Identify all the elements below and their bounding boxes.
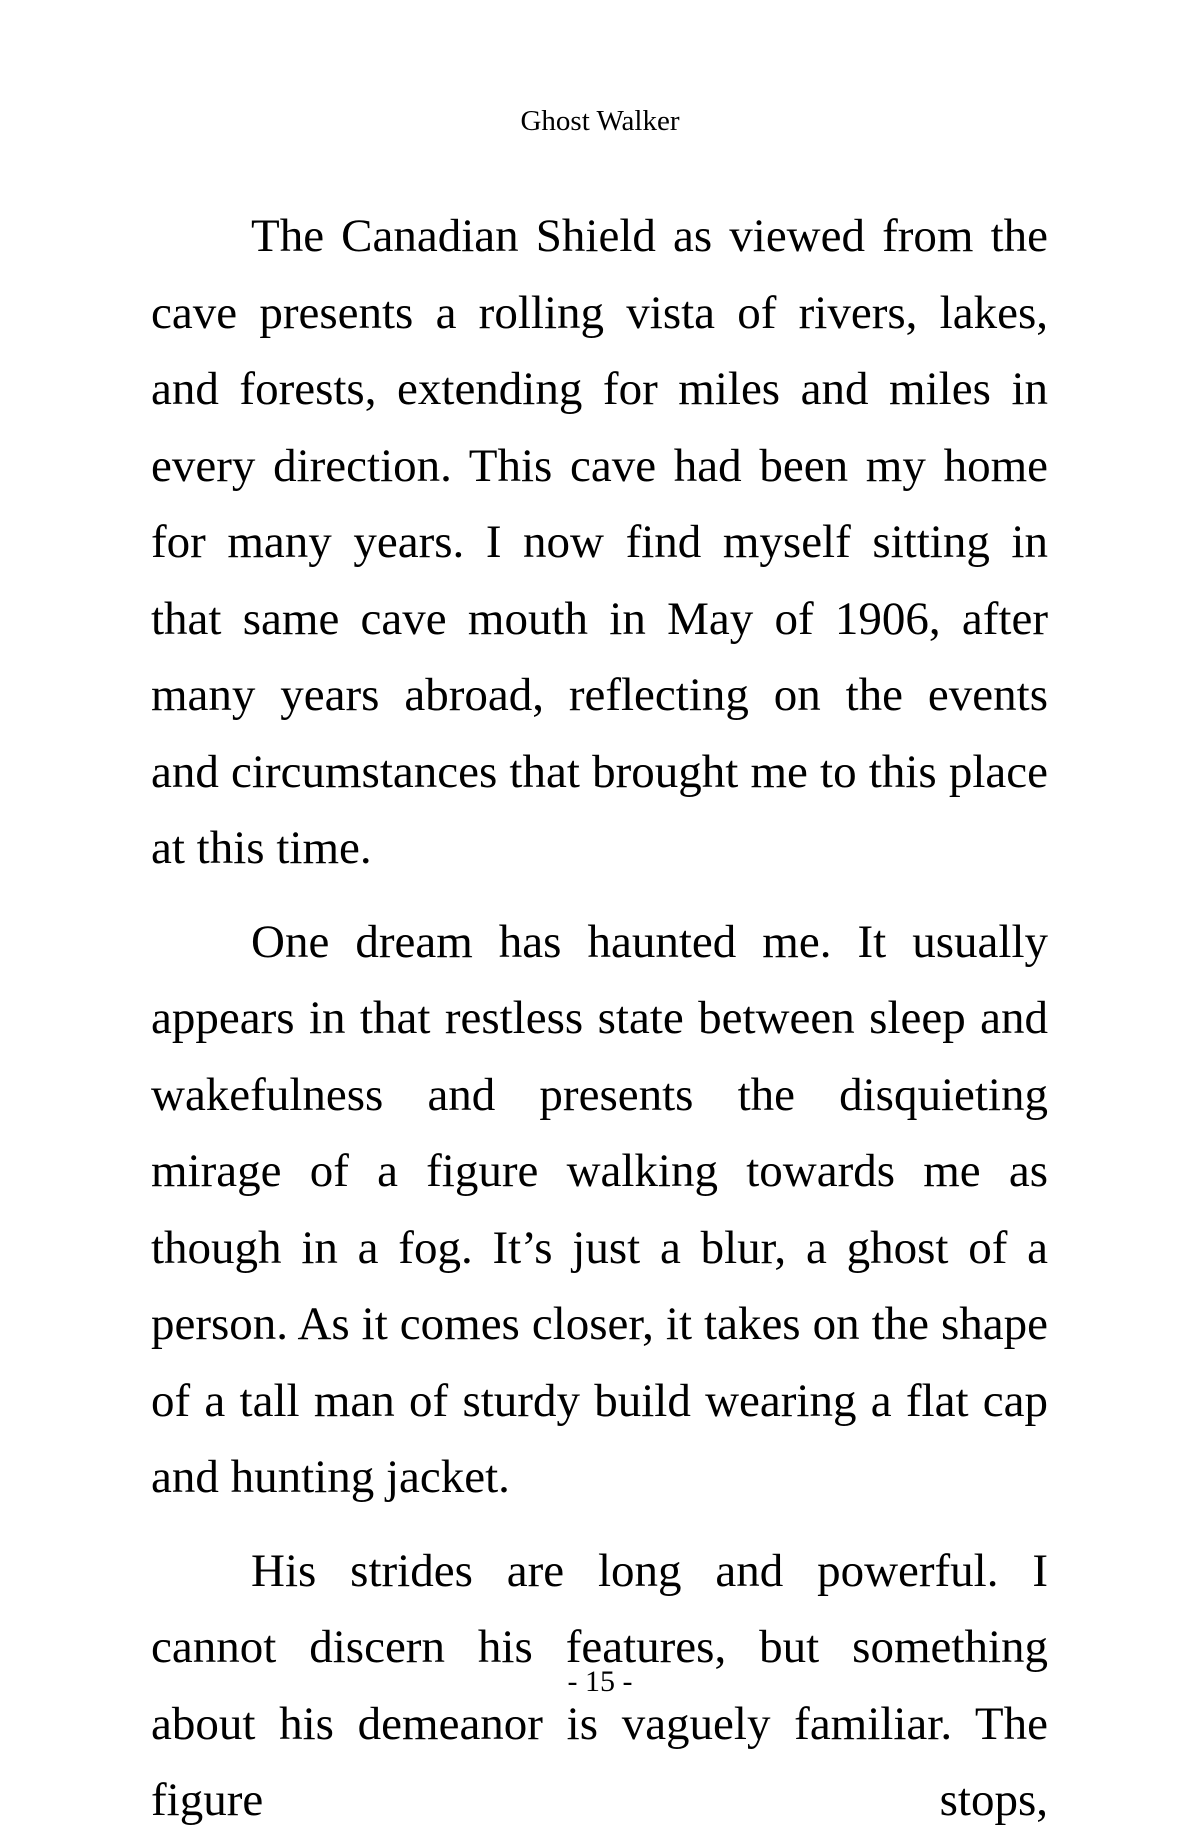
paragraph-1: The Canadian Shield as viewed from the cave presents a rolling vista of rivers, lakes, and forests, extending for miles and miles in every direction. This cave had been my home for many years. I now find myself sitting in that same cave mouth in May of 1906, after many years abroad, reflecting on the events and circumstances that brought me to this place at this time. — [151, 210, 1048, 874]
body-text — [151, 198, 1048, 1839]
paragraph-2: One dream has haunted me. It usually appears in that restless state between sleep and wakefulness and presents the disquieting mirage of a figure walking towards me as though in a fog. It’s just a blur, a ghost of a person. As it comes closer, it takes on the shape of a tall man of sturdy build wearing a flat cap and hunting jacket. — [151, 915, 1048, 1503]
running-head: Ghost Walker — [520, 105, 680, 137]
page-number: - 15 - — [567, 1665, 633, 1698]
paragraph-3: His strides are long and powerful. I cannot discern his features, but something about his demeanor is vaguely familiar. The figure stops, — [151, 1544, 1048, 1826]
